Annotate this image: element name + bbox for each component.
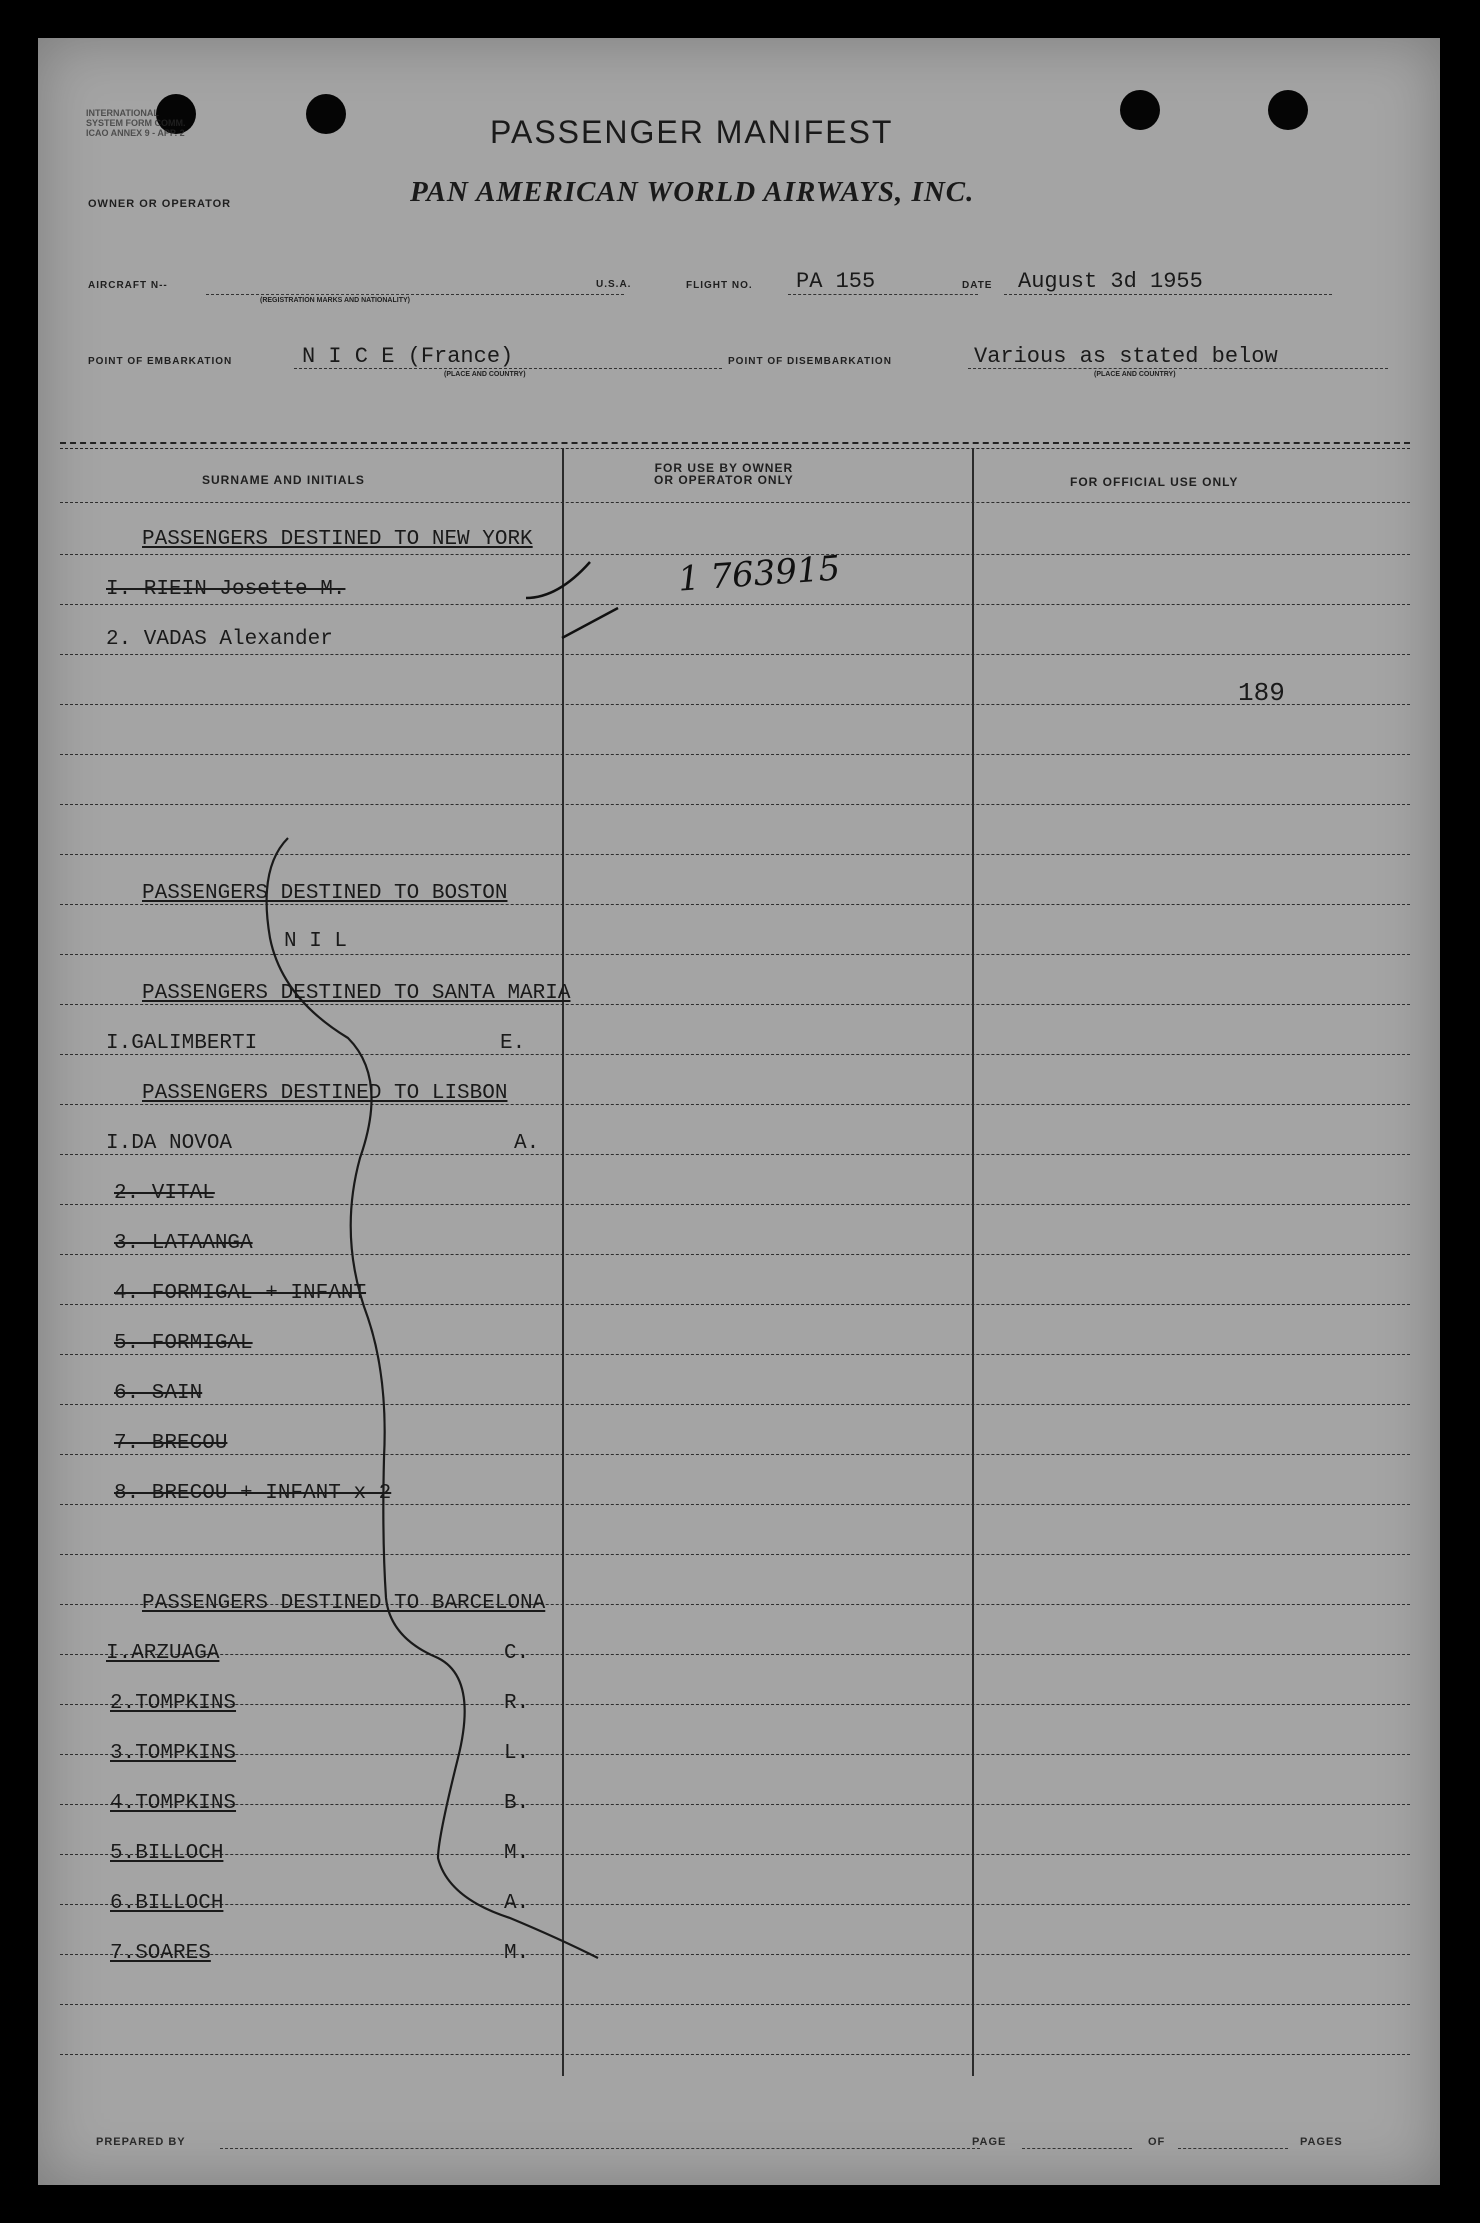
pen-marks xyxy=(38,38,1440,2185)
disembarkation-label: POINT OF DISEMBARKATION xyxy=(728,356,892,367)
passenger-initial: M. xyxy=(504,1942,530,1965)
page-fill-line xyxy=(1022,2148,1132,2149)
section-heading-santa-maria: PASSENGERS DESTINED TO SANTA MARIA xyxy=(142,982,571,1005)
passenger-initial: R. xyxy=(504,1692,530,1715)
passenger-initial: B. xyxy=(504,1792,530,1815)
section-heading-boston: PASSENGERS DESTINED TO BOSTON xyxy=(142,882,508,905)
passenger-initial: E. xyxy=(500,1032,526,1055)
passenger-name: 2. VADAS Alexander xyxy=(106,628,333,651)
passenger-name: 6.BILLOCH xyxy=(110,1892,224,1915)
date-value: August 3d 1955 xyxy=(1018,269,1203,294)
disembarkation-value: Various as stated below xyxy=(974,344,1278,369)
prepared-by-fill-line xyxy=(220,2148,980,2149)
form-stamp-line: ICAO ANNEX 9 - APP. 2 xyxy=(86,128,185,138)
official-number: 189 xyxy=(1238,678,1285,708)
owner-label: OWNER OR OPERATOR xyxy=(88,198,232,210)
passenger-name: 8. BRECOU + INFANT x 2 xyxy=(114,1482,392,1505)
passenger-initial: M. xyxy=(504,1842,530,1865)
passenger-name: 3.TOMPKINS xyxy=(110,1742,237,1765)
airline-name: PAN AMERICAN WORLD AIRWAYS, INC. xyxy=(410,176,975,208)
form-stamp-line: SYSTEM FORM COMM. xyxy=(86,118,186,128)
column-header-surname: SURNAME AND INITIALS xyxy=(202,473,365,487)
prepared-by-label: PREPARED BY xyxy=(96,2136,186,2148)
pages-label: PAGES xyxy=(1300,2136,1343,2148)
section-heading-barcelona: PASSENGERS DESTINED TO BARCELONA xyxy=(142,1592,546,1615)
column-header-owner-use-line: OR OPERATOR ONLY xyxy=(654,473,794,487)
usa-label: U.S.A. xyxy=(596,279,632,290)
passenger-name: 4.TOMPKINS xyxy=(110,1792,237,1815)
of-label: OF xyxy=(1148,2136,1166,2148)
passenger-name: 3. LATAANGA xyxy=(114,1232,253,1255)
embarkation-sublabel: (PLACE AND COUNTRY) xyxy=(444,371,526,378)
passenger-name: 2.TOMPKINS xyxy=(110,1692,237,1715)
section-heading-new-york: PASSENGERS DESTINED TO NEW YORK xyxy=(142,528,533,551)
passenger-name: I.DA NOVOA xyxy=(106,1132,233,1155)
checkmark-line xyxy=(526,562,590,598)
passenger-name: 5.BILLOCH xyxy=(110,1842,224,1865)
passenger-name: 5. FORMIGAL xyxy=(114,1332,253,1355)
handwritten-ticket-number: 1 763915 xyxy=(676,548,842,600)
page-title: PASSENGER MANIFEST xyxy=(490,114,894,150)
page-label: PAGE xyxy=(972,2136,1007,2148)
date-label: DATE xyxy=(962,280,993,291)
passenger-initial: C. xyxy=(504,1642,530,1665)
passenger-initial: L. xyxy=(504,1742,530,1765)
form-stamp-line: INTERNATIONAL xyxy=(86,108,159,118)
bracket-squiggle xyxy=(267,838,598,1958)
flight-label: FLIGHT NO. xyxy=(686,280,753,291)
disembarkation-sublabel: (PLACE AND COUNTRY) xyxy=(1094,371,1176,378)
embarkation-value: N I C E (France) xyxy=(302,344,514,369)
passenger-name: I.ARZUAGA xyxy=(106,1642,220,1665)
section-heading-lisbon: PASSENGERS DESTINED TO LISBON xyxy=(142,1082,508,1105)
passenger-name: 4. FORMIGAL + INFANT xyxy=(114,1282,367,1305)
passenger-name: I. RIEIN Josette M. xyxy=(106,578,346,601)
passenger-name: 2. VITAL xyxy=(114,1182,215,1205)
aircraft-sublabel: (REGISTRATION MARKS AND NATIONALITY) xyxy=(260,297,410,304)
of-fill-line xyxy=(1178,2148,1288,2149)
nil-text: N I L xyxy=(284,930,348,953)
passenger-name: 6. SAIN xyxy=(114,1382,203,1405)
checkmark-line xyxy=(562,608,618,638)
passenger-name: I.GALIMBERTI xyxy=(106,1032,258,1055)
passenger-initial: A. xyxy=(514,1132,540,1155)
flight-number-value: PA 155 xyxy=(796,269,876,294)
passenger-initial: A. xyxy=(504,1892,530,1915)
passenger-name: 7. BRECOU xyxy=(114,1432,228,1455)
manifest-page xyxy=(38,38,1440,2185)
passenger-name: 7.SOARES xyxy=(110,1942,211,1965)
aircraft-label: AIRCRAFT N-- xyxy=(88,280,168,291)
column-header-official: FOR OFFICIAL USE ONLY xyxy=(1070,475,1239,489)
column-header-owner-use-line: FOR USE BY OWNER xyxy=(654,461,794,475)
embarkation-label: POINT OF EMBARKATION xyxy=(88,356,233,367)
